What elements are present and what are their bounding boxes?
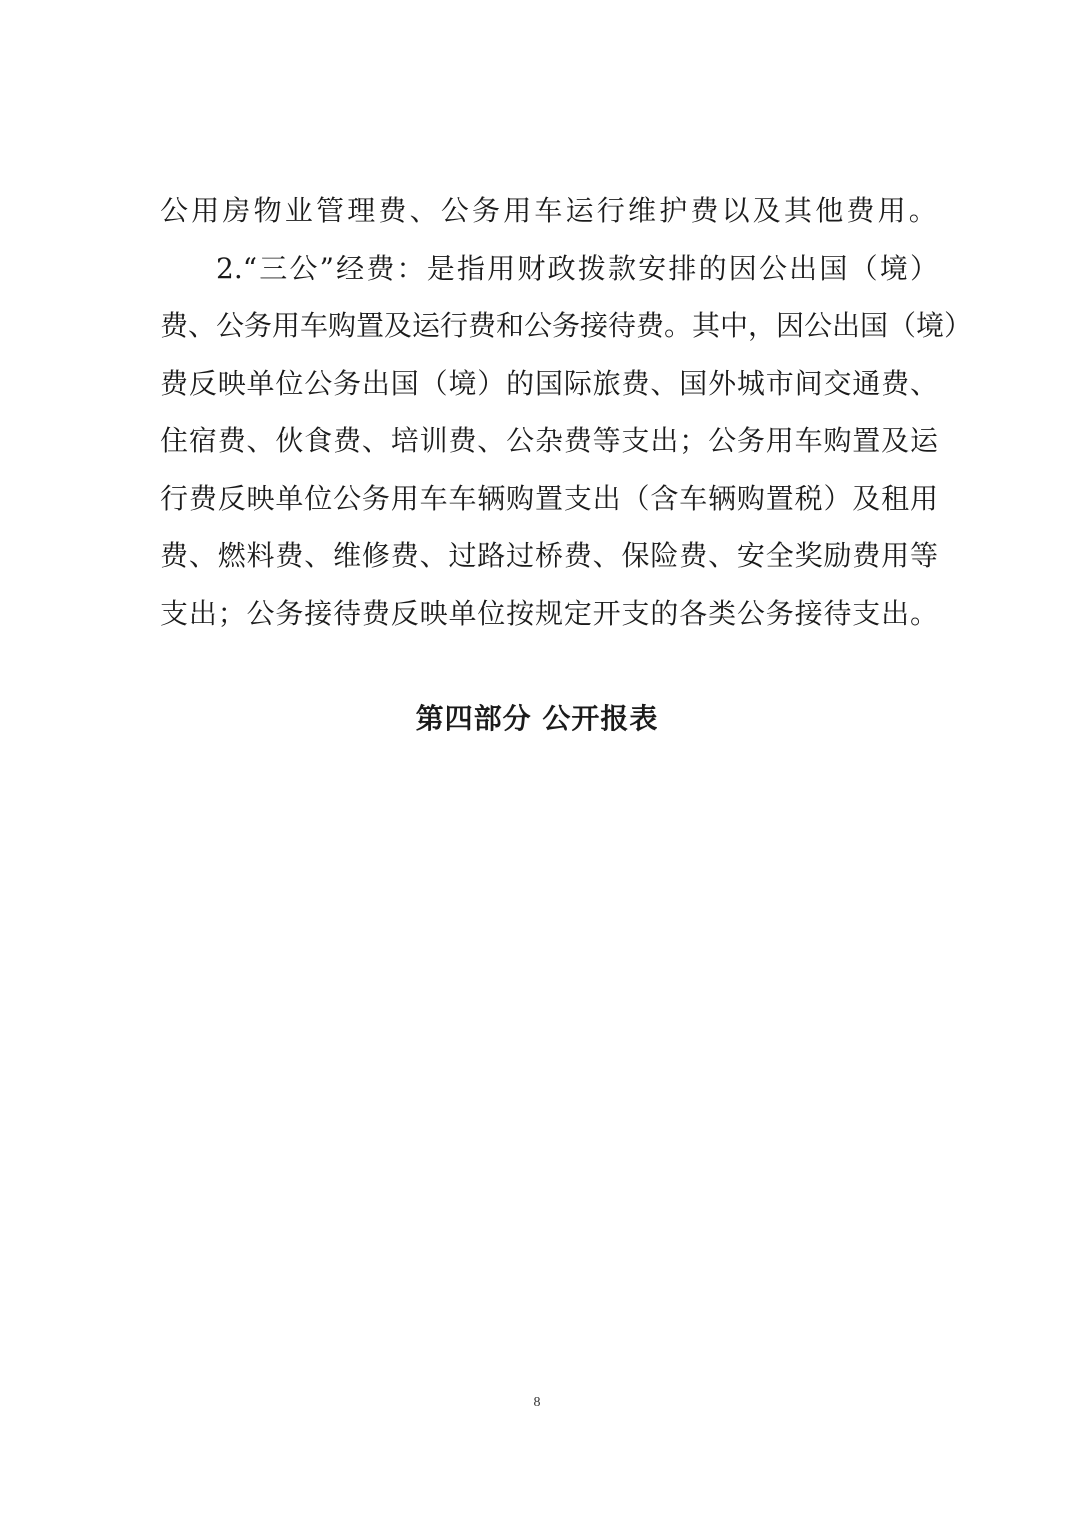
section-heading: 第四部分 公开报表 xyxy=(415,702,659,735)
paragraph-line: 住宿费、伙食费、培训费、公杂费等支出；公务用车购置及运 xyxy=(160,424,938,457)
paragraph-line: 2.“三公”经费：是指用财政拨款安排的因公出国（境） xyxy=(216,251,938,285)
paragraph-line: 费反映单位公务出国（境）的国际旅费、国外城市间交通费、 xyxy=(160,366,938,400)
paragraph-line: 费、燃料费、维修费、过路过桥费、保险费、安全奖励费用等 xyxy=(160,539,938,572)
paragraph-line: 公用房物业管理费、公务用车运行维护费以及其他费用。 xyxy=(160,194,941,227)
page-number: 8 xyxy=(533,1395,541,1410)
paragraph-line: 费、公务用车购置及运行费和公务接待费。其中，因公出国（境） xyxy=(160,309,973,342)
body-paragraphs xyxy=(160,182,973,642)
paragraph-line: 支出；公务接待费反映单位按规定开支的各类公务接待支出。 xyxy=(160,596,938,630)
paragraph-line: 行费反映单位公务用车车辆购置支出（含车辆购置税）及租用 xyxy=(160,481,938,515)
